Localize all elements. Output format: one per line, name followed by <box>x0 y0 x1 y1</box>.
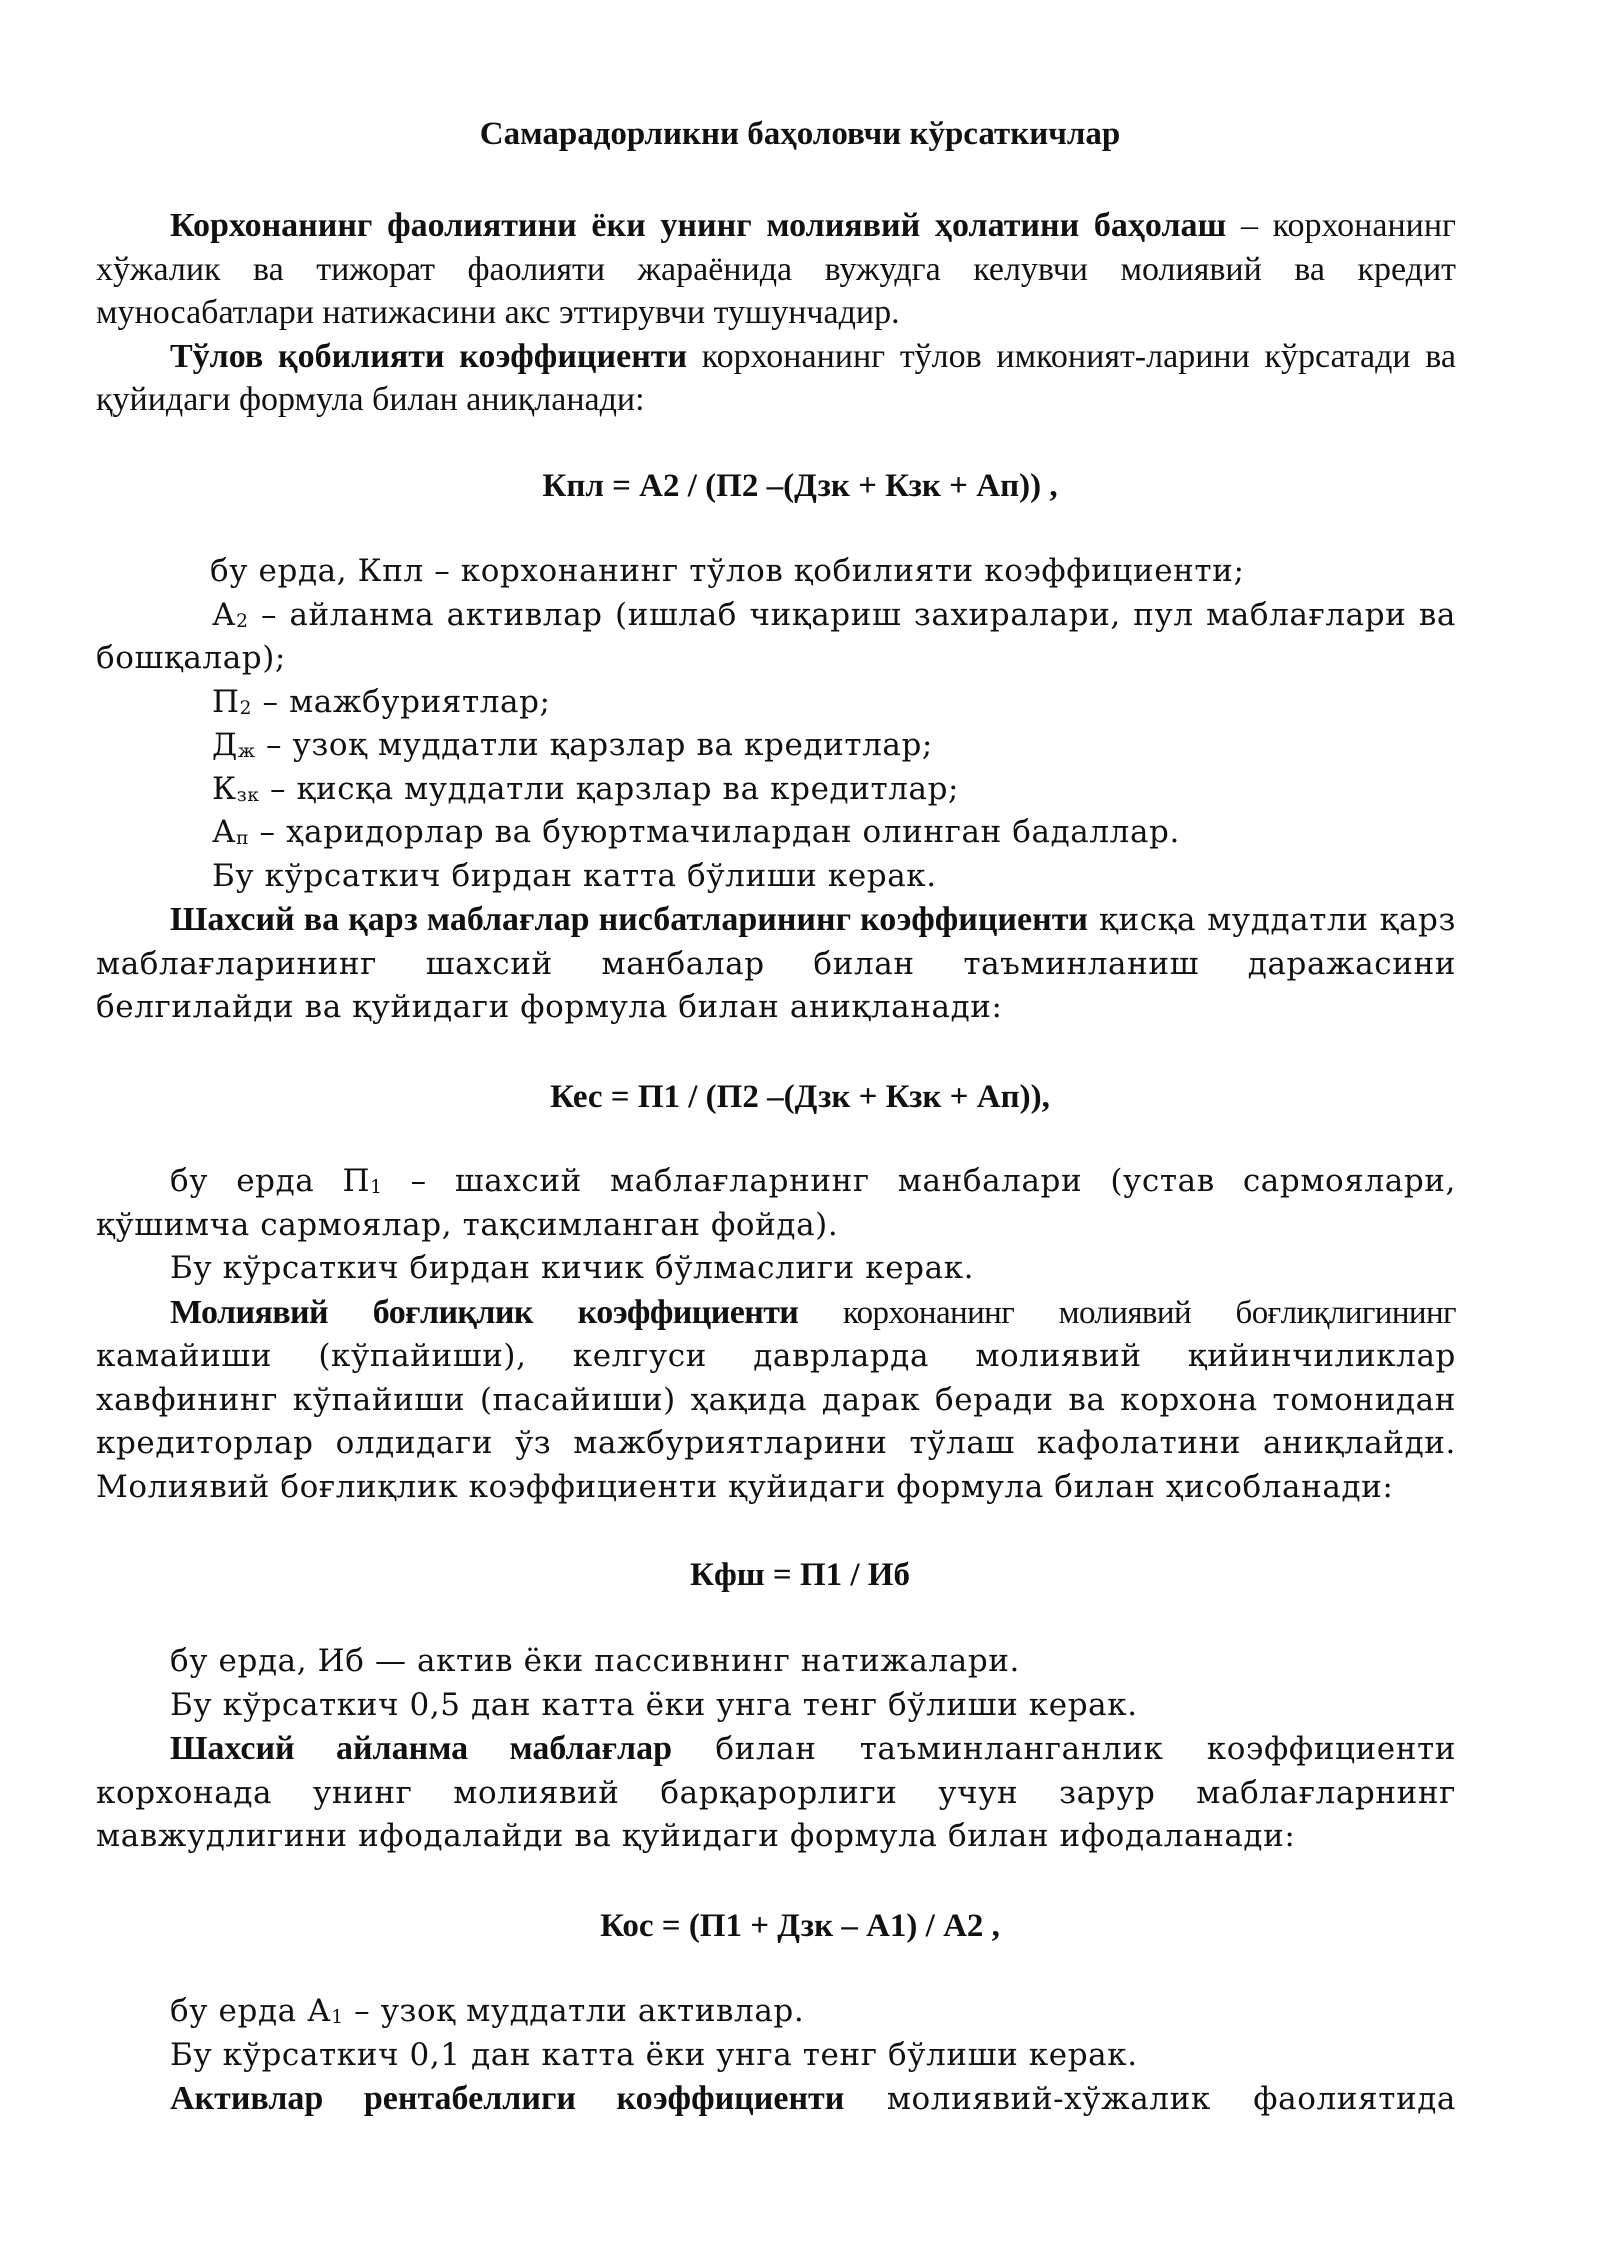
term-bold: Корхонанинг фаолиятини ёки унинг молиявий ҳолатини баҳолаш <box>170 207 1227 244</box>
paragraph-solvency <box>96 335 1456 422</box>
paragraph-text: билан таъминланганлик коэффициенти корхонада унинг молиявий барқарорлиги учун зарур маблағларнинг мавжудлигини ифодалайди ва қуйидаги формула билан ифодаланади: <box>96 1731 1456 1854</box>
definition-line: Бу кўрсаткич бирдан катта бўлиши керак. <box>212 857 937 894</box>
term-bold: Активлар рентабеллиги коэффициенти <box>170 2080 845 2117</box>
paragraph-asset-return <box>96 2077 1456 2122</box>
definitions-working-capital <box>96 1990 1456 2122</box>
paragraph-definition <box>96 204 1456 335</box>
paragraph-text: корхонанинг тўлов имконият-ларини кўрсатади ва қуйидаги формула билан аниқланади: <box>96 337 1457 418</box>
intro-block <box>96 204 1456 422</box>
definitions-dependency <box>96 1640 1456 1859</box>
definition-line: бу ерда, Иб — актив ёки пассивнинг натижалари. <box>170 1643 1020 1679</box>
paragraph-text: камайиши (кўпайиши), келгуси даврларда молиявий қийинчиликлар хавфининг кўпайиши (пасайиши) ҳақида дарак беради ва корхона томонидан кредиторлар олдидаги ўз мажбуриятларини тўлаш кафолатини аниқлайди. Молиявий боғлиқлик коэффициенти қуйидаги формула билан ҳисобланади: <box>96 1338 1456 1505</box>
definition-line: $Д_ж$ – узоқ муддатли қарзлар ва кредитлар; <box>212 727 933 763</box>
formula-own-borrowed: Кес = П1 / (П2 –(Дзк + Кзк + Ап)), <box>550 1079 1050 1115</box>
definition-line: бу ерда $А_1$ – узоқ муддатли активлар. <box>170 1993 805 2029</box>
definition-line: $А_п$ – ҳаридорлар ва буюртмачилардан олинган бадаллар. <box>212 814 1180 850</box>
definition-line: $К_{зк}$ – қисқа муддатли қарзлар ва кредитлар; <box>212 770 960 807</box>
paragraph-dependency: Молиявий боғлиқлик коэффициенти корхонанинг молиявий боғлиқлигининг камайиши (кўпайиши), келгуси даврларда молиявий қийинчиликлар хавфининг кўпайиши (пасайиши) ҳақида дарак беради ва корхона томонидан кредиторлар олдидаги ўз мажбуриятларини тўлаш кафолатини аниқлайди. Молиявий боғлиқлик коэффициенти қуйидаги формула билан ҳисобланади: <box>96 1293 1456 1505</box>
paragraph-own-borrowed <box>96 898 1456 1030</box>
formula-dependency: Кфш = П1 / Иб <box>690 1557 910 1593</box>
term-bold: Молиявий боғлиқлик коэффициенти <box>170 1293 799 1331</box>
definition-line: бу ерда $П_1$ – шахсий маблағларнинг манбалари (устав сармоялари, қўшимча сармоялар, тақсимланган фойда). <box>96 1163 1456 1243</box>
definition-line: бу ерда, Кпл – корхонанинг тўлов қобилияти коэффициенти; <box>210 553 1245 589</box>
definitions-solvency <box>96 550 1456 1030</box>
paragraph-text: – корхонанинг хўжалик ва тижорат фаолияти жараёнида вужудга келувчи молиявий ва кредит муносабатлари натижасини акс эттирувчи тушунчадир. <box>96 207 1456 331</box>
paragraph-text: молиявий-хўжалик фаолиятида <box>844 2081 1456 2117</box>
formula-working-capital: Кос = (П1 + Дзк – А1) / А2 , <box>600 1908 1000 1944</box>
term-bold: Тўлов қобилияти коэффициенти <box>170 337 688 375</box>
definition-line: $А_2$ – айланма активлар (ишлаб чиқариш захиралари, пул маблағлари ва бошқалар); <box>96 596 1456 676</box>
term-bold: Шахсий ва қарз маблағлар нисбатларининг коэффициенти <box>170 901 1088 938</box>
paragraph-text: қисқа муддатли қарз маблағларининг шахсий манбалар билан таъминланиш даражасини белгилайди ва қуйидаги формула билан аниқланади: <box>96 902 1457 1025</box>
definitions-own-borrowed <box>96 1160 1456 1509</box>
definition-line: Бу кўрсаткич бирдан кичик бўлмаслиги керак. <box>170 1250 975 1286</box>
definition-line: Бу кўрсаткич 0,1 дан катта ёки унга тенг бўлиши керак. <box>170 2036 1138 2073</box>
formula-solvency: Кпл = А2 / (П2 –(Дзк + Кзк + Ап)) , <box>542 468 1058 504</box>
page-title: Самарадорликни баҳоловчи кўрсаткичлар <box>479 116 1121 152</box>
paragraph-working-capital <box>96 1727 1456 1859</box>
definition-line: Бу кўрсаткич 0,5 дан катта ёки унга тенг бўлиши керак. <box>170 1686 1138 1723</box>
term-bold: Шахсий айланма маблағлар <box>170 1730 673 1767</box>
definition-line: $П_2$ – мажбуриятлар; <box>212 683 551 720</box>
